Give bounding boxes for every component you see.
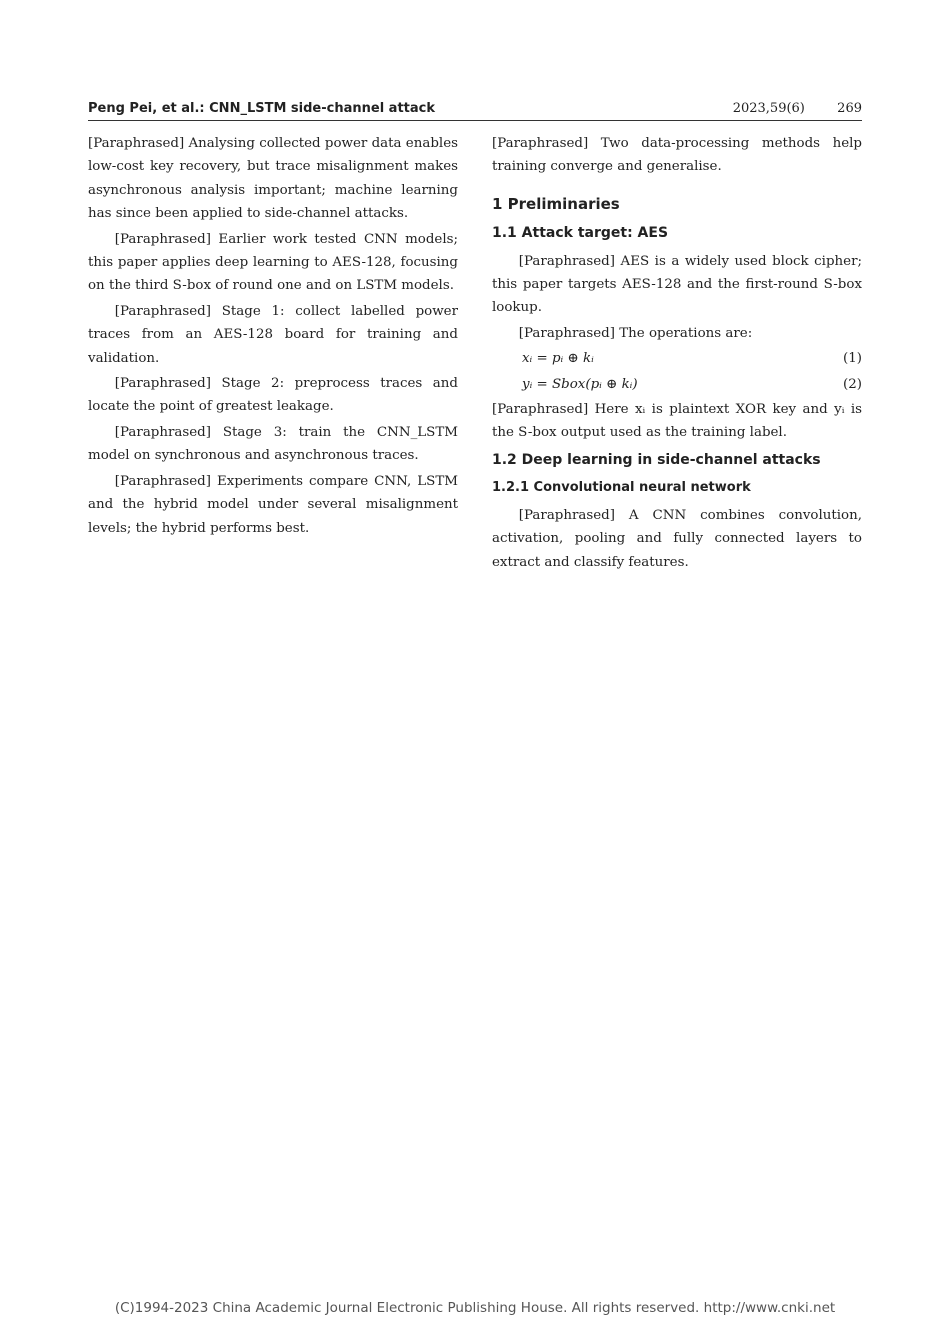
paragraph: [Paraphrased] Analysing collected power data enables low-cost key recovery, but trace misalignment makes asynchronous analysis important; machine learning has since been applied to side-channel attacks. [88,136,458,222]
running-title: Peng Pei, et al.: CNN_LSTM side-channel attack [88,101,436,116]
left-column [88,132,458,1262]
right-column [492,132,862,1262]
paragraph: [Paraphrased] Here xᵢ is plaintext XOR key and yᵢ is the S-box output used as the training label. [492,402,862,441]
paragraph: [Paraphrased] Experiments compare CNN, LSTM and the hybrid model under several misalignment levels; the hybrid performs best. [88,473,458,536]
paragraph: [Paraphrased] The operations are: [518,325,753,341]
paragraph: [Paraphrased] Earlier work tested CNN models; this paper applies deep learning to AES-128, focusing on the third S-box of round one and on LSTM models. [88,231,458,294]
section-heading: 1 Preliminaries [492,194,620,213]
equation-1 [492,347,862,370]
paragraph: [Paraphrased] Two data-processing methods help training converge and generalise. [492,136,862,175]
equation-body: xᵢ = pᵢ ⊕ kᵢ [522,351,594,367]
equation-body: yᵢ = Sbox(pᵢ ⊕ kᵢ) [522,376,638,392]
subsection-heading: 1.1 Attack target: AES [492,225,669,242]
subsubsection-heading: 1.2.1 Convolutional neural network [492,480,751,496]
paragraph: [Paraphrased] Stage 2: preprocess traces and locate the point of greatest leakage. [88,376,458,415]
equation-number: (2) [843,376,862,392]
running-header [88,92,862,121]
issue-and-page [733,101,862,116]
copyright-footer: (C)1994-2023 China Academic Journal Electronic Publishing House. All rights reserved. http://www.cnki.net [114,1300,836,1316]
paragraph: [Paraphrased] Stage 3: train the CNN_LSTM model on synchronous and asynchronous traces. [88,424,458,464]
paragraph: [Paraphrased] A CNN combines convolution, activation, pooling and fully connected layers to extract and classify features. [492,507,862,570]
equation-2 [492,373,862,396]
equation-number: (1) [843,351,862,367]
paragraph: [Paraphrased] Stage 1: collect labelled power traces from an AES-128 board for training and validation. [88,303,458,366]
subsection-heading: 1.2 Deep learning in side-channel attacks [492,451,821,468]
paragraph: [Paraphrased] AES is a widely used block cipher; this paper targets AES-128 and the first-round S-box lookup. [492,253,862,316]
page-number: 269 [837,101,862,116]
issue-info: 2023,59(6) [732,101,805,116]
